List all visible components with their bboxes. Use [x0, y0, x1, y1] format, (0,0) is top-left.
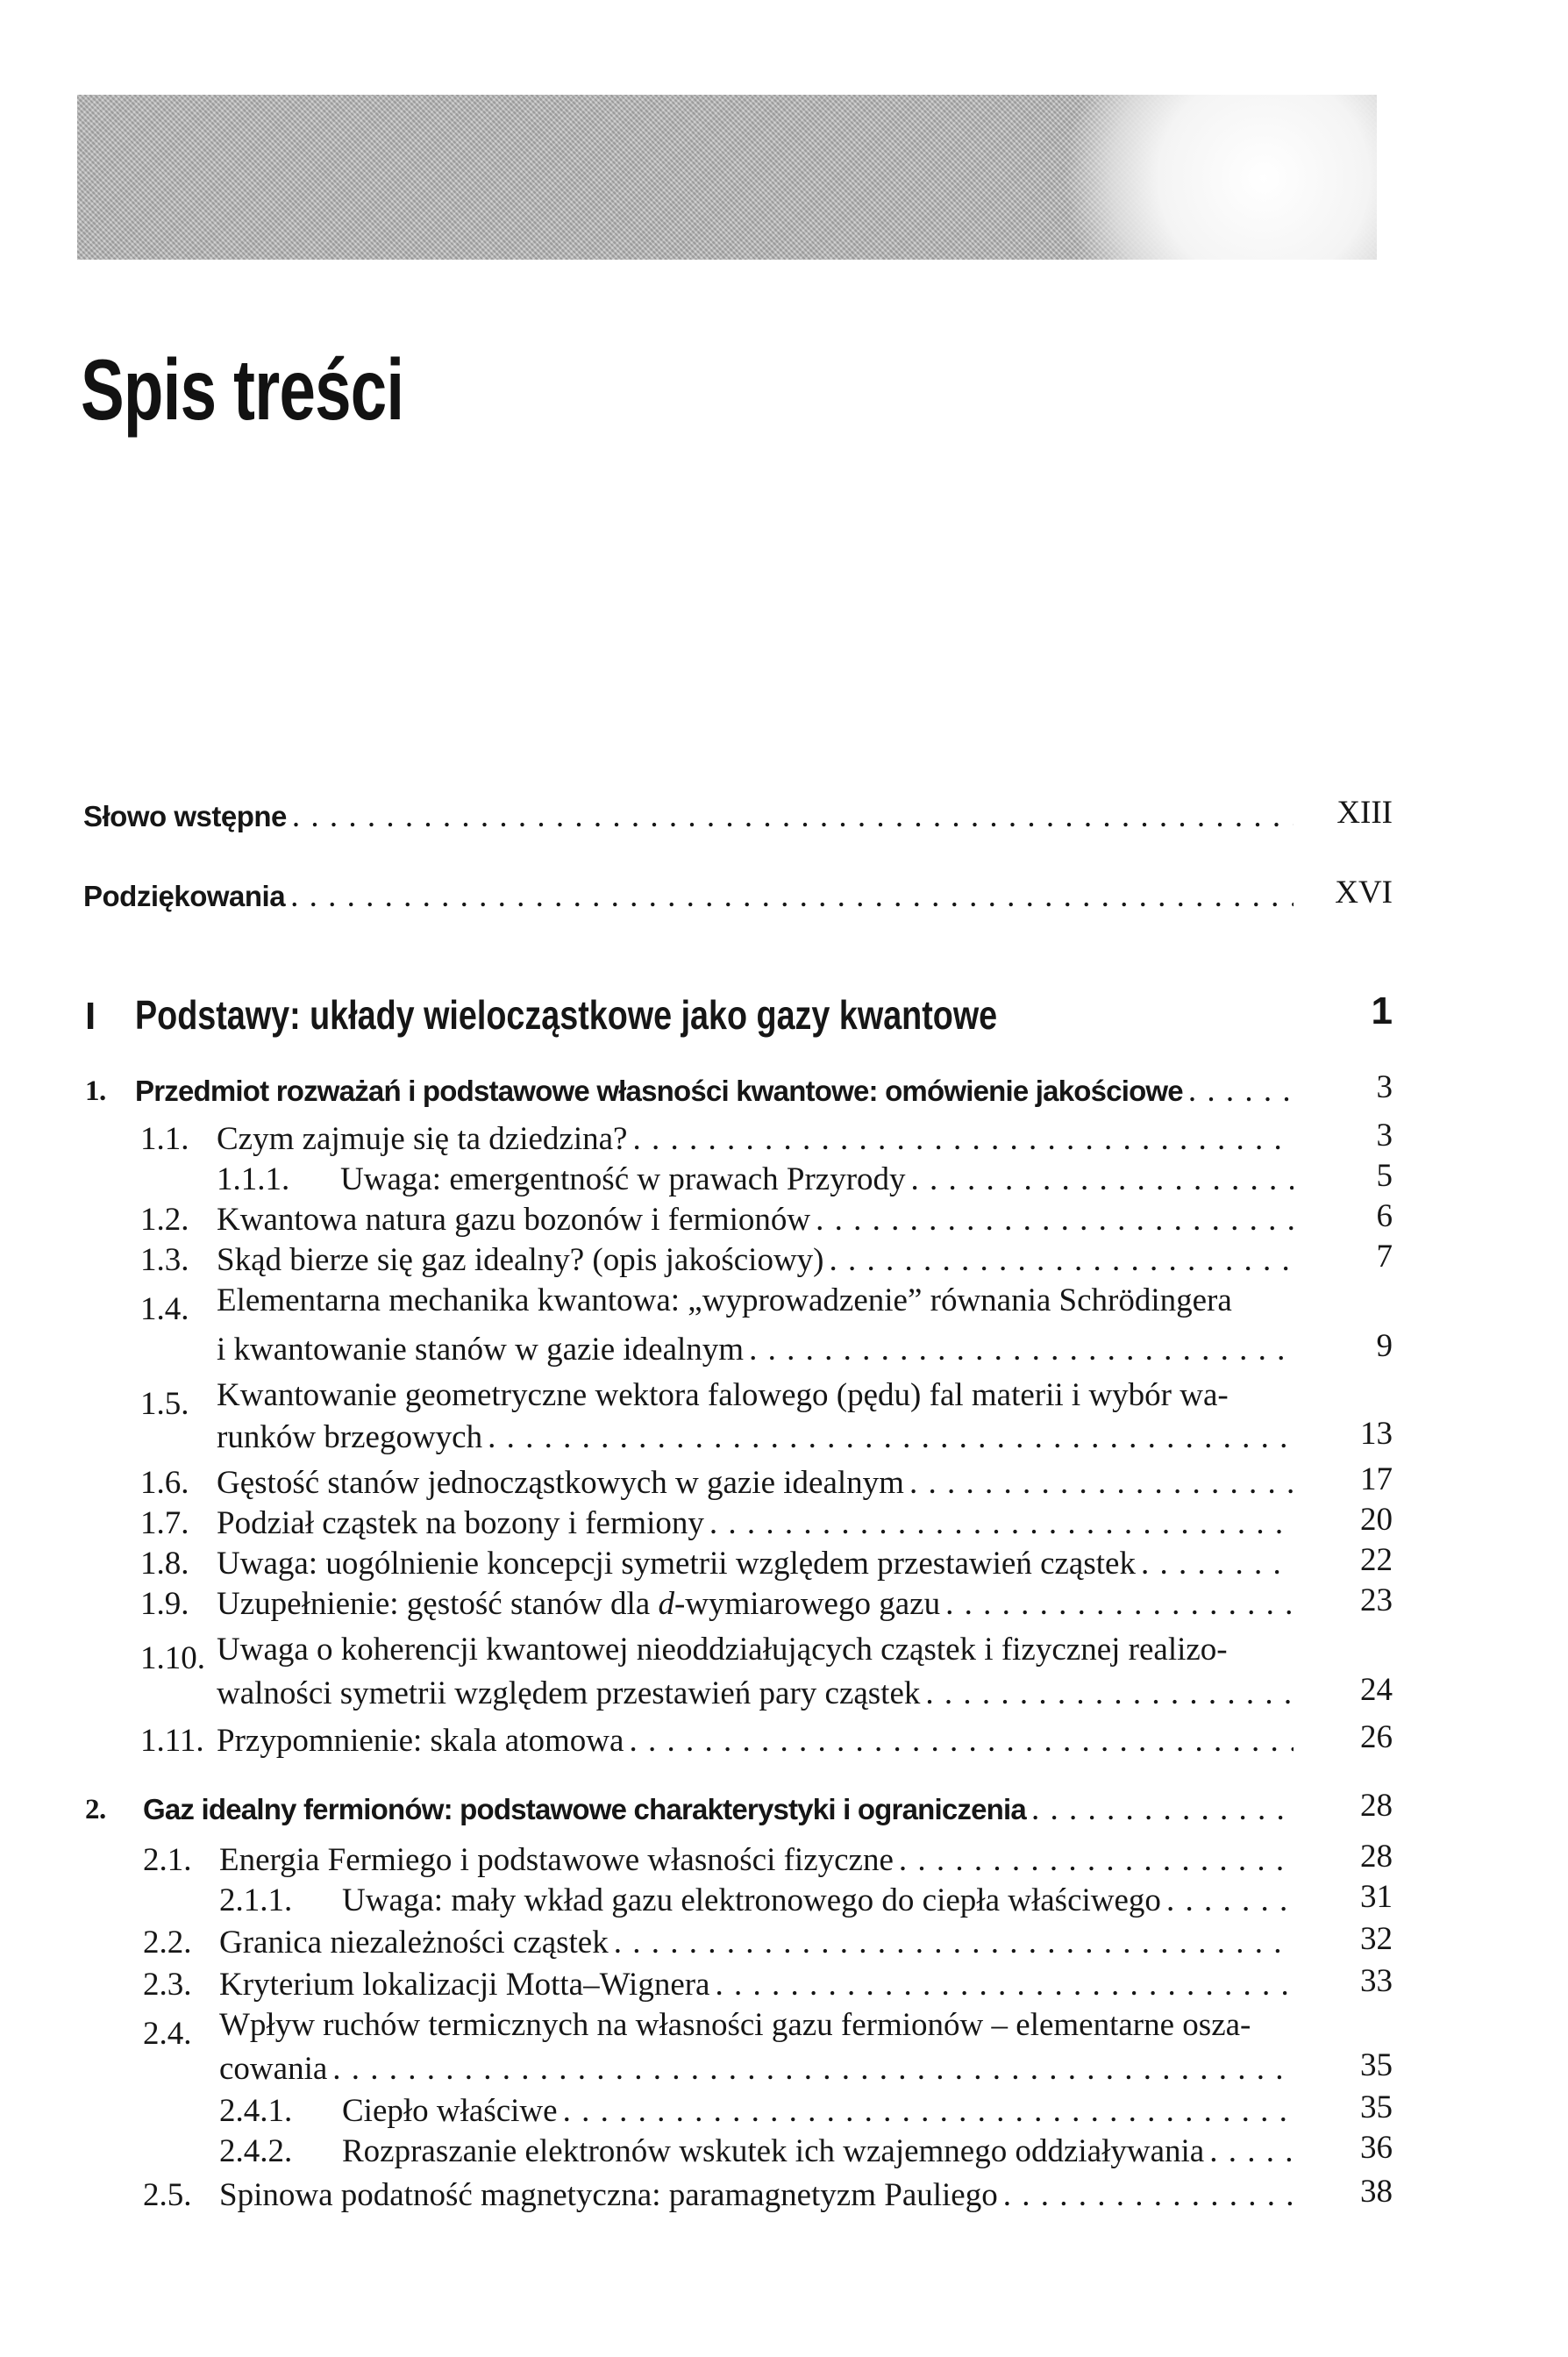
toc-entry[interactable] [219, 2175, 1294, 2216]
toc-entry[interactable] [219, 1965, 1294, 2005]
entry-title-continued: i kwantowanie stanów w gazie idealnym [217, 1332, 745, 1368]
toc-page: 32 [1360, 1921, 1393, 1957]
dot-leader [563, 2091, 1294, 2132]
dot-leader [1031, 1789, 1294, 1830]
section-number: 1.6. [140, 1465, 189, 1501]
entry-title: Gęstość stanów jednocząstkowych w gazie idealnym [217, 1465, 904, 1501]
dot-leader [1188, 1071, 1294, 1111]
dot-leader [632, 1119, 1294, 1160]
section-number: 1.10. [140, 1640, 205, 1676]
toc-entry[interactable] [217, 1503, 1294, 1544]
entry-title: Energia Fermiego i podstawowe własności fizyczne [219, 1842, 894, 1878]
section-number: 1.7. [140, 1505, 189, 1541]
entry-title: Przypomnienie: skala atomowa [217, 1723, 624, 1759]
dot-leader [629, 1721, 1294, 1761]
section-number: 1.9. [140, 1586, 189, 1622]
section-number: 1.2. [140, 1202, 189, 1238]
toc-entry[interactable] [217, 1200, 1294, 1240]
entry-title: Skąd bierze się gaz idealny? (opis jakościowy) [217, 1242, 824, 1278]
section-number: 1.8. [140, 1546, 189, 1582]
toc-page: 5 [1376, 1158, 1393, 1194]
section-number: 2.1.1. [219, 1882, 293, 1918]
section-number: 2.3. [143, 1967, 192, 2003]
entry-title [217, 1584, 940, 1625]
dot-leader [925, 1674, 1294, 1714]
toc-page: XVI [1335, 875, 1393, 911]
entry-title: Uwaga: mały wkład gazu elektronowego do ciepła właściwego [342, 1882, 1161, 1918]
section-number: 2.4.2. [219, 2133, 293, 2169]
toc-page: 13 [1360, 1416, 1393, 1452]
toc-page: 17 [1360, 1461, 1393, 1497]
dot-leader [909, 1463, 1294, 1503]
dot-leader [1003, 2175, 1294, 2216]
dot-leader [1141, 1544, 1294, 1584]
banner-circle-fade [1061, 95, 1377, 260]
dot-leader [945, 1584, 1294, 1625]
dot-leader [715, 1965, 1294, 2005]
toc-page: 35 [1360, 2047, 1393, 2083]
section-number: 2.4. [143, 2016, 192, 2052]
toc-page: 33 [1360, 1963, 1393, 1999]
toc-chapter-1[interactable] [135, 1071, 1294, 1111]
section-number: 1.3. [140, 1242, 189, 1278]
entry-title: Rozpraszanie elektronów wskutek ich wzajemnego oddziaływania [342, 2133, 1205, 2169]
toc-page: 35 [1360, 2089, 1393, 2125]
toc-entry[interactable] [342, 2091, 1294, 2132]
toc-page: 9 [1376, 1328, 1393, 1364]
toc-entry[interactable] [217, 1240, 1294, 1281]
dot-leader [488, 1418, 1294, 1458]
chapter-number: 2. [85, 1794, 106, 1825]
toc-chapter-2[interactable] [143, 1789, 1294, 1830]
toc-entry[interactable] [217, 1721, 1294, 1761]
section-number: 1.11. [140, 1723, 204, 1759]
entry-title: Podział cząstek na bozony i fermiony [217, 1505, 704, 1541]
dot-leader [709, 1503, 1294, 1544]
toc-label: Podziękowania [83, 880, 286, 912]
dot-leader [816, 1200, 1294, 1240]
toc-page: 3 [1376, 1118, 1393, 1154]
section-number: 2.1. [143, 1842, 192, 1878]
part-title[interactable]: Podstawy: układy wielocząstkowe jako gazy kwantowe [135, 992, 998, 1038]
chapter-number: 1. [85, 1075, 106, 1107]
entry-title-continued: walności symetrii względem przestawień pary cząstek [217, 1675, 921, 1711]
entry-title[interactable]: Elementarna mechanika kwantowa: „wyprowadzenie” równania Schrödingera [217, 1282, 1232, 1318]
toc-entry[interactable] [219, 2049, 1294, 2089]
toc-page: 36 [1360, 2130, 1393, 2166]
toc-entry[interactable] [340, 1160, 1294, 1200]
entry-title[interactable]: Wpływ ruchów termicznych na własności gazu fermionów – elementarne osza- [219, 2007, 1251, 2043]
entry-title[interactable]: Uwaga o koherencji kwantowej nieoddziałujących cząstek i fizycznej realizo- [217, 1632, 1228, 1668]
section-number: 2.2. [143, 1925, 192, 1961]
toc-entry[interactable] [219, 1923, 1294, 1963]
toc-entry[interactable] [342, 2132, 1294, 2172]
section-number: 1.5. [140, 1386, 189, 1422]
entry-title: Czym zajmuje się ta dziedzina? [217, 1121, 628, 1157]
toc-page: 20 [1360, 1502, 1393, 1538]
toc-front-acknowledgements[interactable] [83, 876, 1294, 917]
part-number: I [85, 995, 96, 1038]
chapter-title: Gaz idealny fermionów: podstawowe charakterystyki i ograniczenia [143, 1793, 1026, 1825]
header-banner [77, 95, 1377, 260]
dot-leader [1166, 1881, 1294, 1921]
entry-title: Ciepło właściwe [342, 2093, 558, 2129]
dot-leader [911, 1160, 1294, 1200]
part-page: 1 [1371, 989, 1393, 1032]
toc-entry[interactable] [217, 1418, 1294, 1458]
toc-page: XIII [1336, 795, 1393, 831]
entry-title: Kryterium lokalizacji Motta–Wignera [219, 1967, 710, 2003]
section-number: 1.1. [140, 1121, 189, 1157]
dot-leader [830, 1240, 1294, 1281]
section-number: 2.5. [143, 2177, 192, 2213]
entry-title: Kwantowa natura gazu bozonów i fermionów [217, 1202, 811, 1238]
dot-leader [290, 876, 1294, 917]
toc-page: 6 [1376, 1198, 1393, 1234]
dot-leader [899, 1840, 1294, 1881]
toc-entry[interactable] [342, 1881, 1294, 1921]
section-number: 1.1.1. [217, 1161, 290, 1197]
toc-entry[interactable] [217, 1330, 1294, 1370]
toc-page: 26 [1360, 1719, 1393, 1755]
toc-page: 22 [1360, 1542, 1393, 1578]
toc-entry[interactable] [217, 1544, 1294, 1584]
toc-page: 23 [1360, 1582, 1393, 1618]
toc-page: 31 [1360, 1879, 1393, 1915]
chapter-title: Przedmiot rozważań i podstawowe własności kwantowe: omówienie jakościowe [135, 1075, 1183, 1107]
entry-title-pre: Uzupełnienie: gęstość stanów dla [217, 1586, 659, 1622]
entry-title: Uwaga: emergentność w prawach Przyrody [340, 1161, 906, 1197]
entry-title[interactable]: Kwantowanie geometryczne wektora falowego (pędu) fal materii i wybór wa- [217, 1377, 1229, 1413]
variable-d: d [658, 1586, 674, 1622]
section-number: 2.4.1. [219, 2093, 293, 2129]
dot-leader [292, 796, 1294, 837]
toc-entry[interactable] [217, 1674, 1294, 1714]
section-number: 1.4. [140, 1291, 189, 1327]
entry-title: Granica niezależności cząstek [219, 1925, 609, 1961]
dot-leader [332, 2049, 1294, 2089]
dot-leader [614, 1923, 1294, 1963]
toc-entry[interactable] [217, 1119, 1294, 1160]
entry-title: Spinowa podatność magnetyczna: paramagnetyzm Pauliego [219, 2177, 998, 2213]
toc-page: 7 [1376, 1239, 1393, 1275]
toc-page: 24 [1360, 1672, 1393, 1708]
entry-title-continued: cowania [219, 2051, 328, 2087]
dot-leader [1209, 2132, 1294, 2172]
toc-entry[interactable] [219, 1840, 1294, 1881]
entry-title: Uwaga: uogólnienie koncepcji symetrii względem przestawień cząstek [217, 1546, 1136, 1582]
toc-page: 28 [1360, 1788, 1393, 1824]
toc-front-preface[interactable] [83, 796, 1294, 837]
toc-page: 3 [1376, 1069, 1393, 1105]
page-title: Spis treści [81, 341, 404, 438]
toc-page: 38 [1360, 2174, 1393, 2210]
dot-leader [749, 1330, 1294, 1370]
toc-page: 28 [1360, 1839, 1393, 1875]
entry-title-post: -wymiarowego gazu [674, 1586, 941, 1622]
toc-entry[interactable] [217, 1463, 1294, 1503]
entry-title-continued: runków brzegowych [217, 1419, 483, 1455]
toc-label: Słowo wstępne [83, 800, 287, 832]
toc-entry[interactable] [217, 1584, 1294, 1625]
